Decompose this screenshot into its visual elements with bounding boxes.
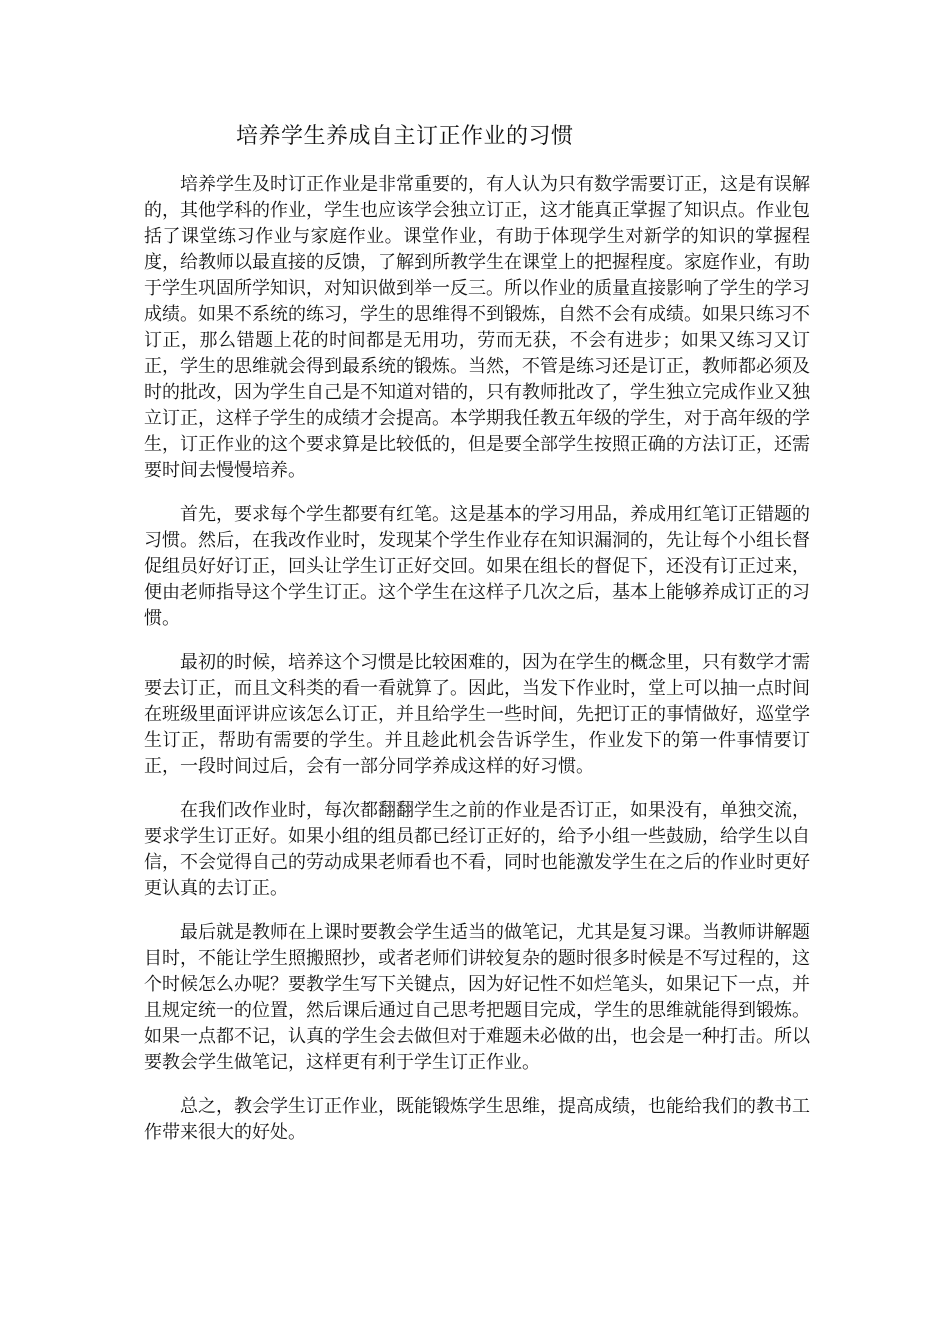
paragraph-red-pen: 首先，要求每个学生都要有红笔。这是基本的学习用品，养成用红笔订正错题的习惯。然后，在我改作业时，发现某个学生作业存在知识漏洞的，先让每个小组长督促组员好好订正，回头让学生订正好交回。如果在组长的督促下，还没有订正过来，便由老师指导这个学生订正。这个学生在这样子几次之后，基本上能够养成订正的习惯。: [144, 504, 810, 629]
paragraph-intro: 培养学生及时订正作业是非常重要的，有人认为只有数学需要订正，这是有误解的，其他学科的作业，学生也应该学会独立订正，这才能真正掌握了知识点。作业包括了课堂练习作业与家庭作业。课堂作业，有助于体现学生对新学的知识的掌握程度，给教师以最直接的反馈，了解到所教学生在课堂上的把握程度。家庭作业，有助于学生巩固所学知识，对知识做到举一反三。所以作业的质量直接影响了学生的学习成绩。如果不系统的练习，学生的思维得不到锻炼，自然不会有成绩。如果只练习不订正，那么错题上花的时间都是无用功，劳而无获，不会有进步；如果又练习又订正，学生的思维就会得到最系统的锻炼。当然，不管是练习还是订正，教师都必须及时的批改，因为学生自己是不知道对错的，只有教师批改了，学生独立完成作业又独立订正，这样子学生的成绩才会提高。本学期我任教五年级的学生，对于高年级的学生，订正作业的这个要求算是比较低的，但是要全部学生按照正确的方法订正，还需要时间去慢慢培养。: [144, 174, 810, 481]
paragraph-conclusion: 总之，教会学生订正作业，既能锻炼学生思维，提高成绩，也能给我们的教书工作带来很大的好处。: [144, 1096, 810, 1143]
paragraph-initial-stage: 最初的时候，培养这个习惯是比较困难的，因为在学生的概念里，只有数学才需要去订正，而且文科类的看一看就算了。因此，当发下作业时，堂上可以抽一点时间在班级里面评讲应该怎么订正，并且给学生一些时间，先把订正的事情做好，巡堂学生订正，帮助有需要的学生。并且趁此机会告诉学生，作业发下的第一件事情要订正，一段时间过后，会有一部分同学养成这样的好习惯。: [144, 652, 810, 777]
document-body: [144, 172, 810, 1164]
paragraph-checking: 在我们改作业时，每次都翻翻学生之前的作业是否订正，如果没有，单独交流，要求学生订正好。如果小组的组员都已经订正好的，给予小组一些鼓励，给学生以自信，不会觉得自己的劳动成果老师看也不看，同时也能激发学生在之后的作业时更好更认真的去订正。: [144, 800, 810, 899]
document-title: 培养学生养成自主订正作业的习惯: [236, 124, 574, 149]
paragraph-note-taking: 最后就是教师在上课时要教会学生适当的做笔记，尤其是复习课。当教师讲解题目时，不能让学生照搬照抄，或者老师们讲较复杂的题时很多时候是不写过程的，这个时候怎么办呢？要教学生写下关键点，因为好记性不如烂笔头，如果记下一点，并且规定统一的位置，然后课后通过自己思考把题目完成，学生的思维就能得到锻炼。如果一点都不记，认真的学生会去做但对于难题未必做的出，也会是一种打击。所以要教会学生做笔记，这样更有利于学生订正作业。: [144, 922, 810, 1073]
